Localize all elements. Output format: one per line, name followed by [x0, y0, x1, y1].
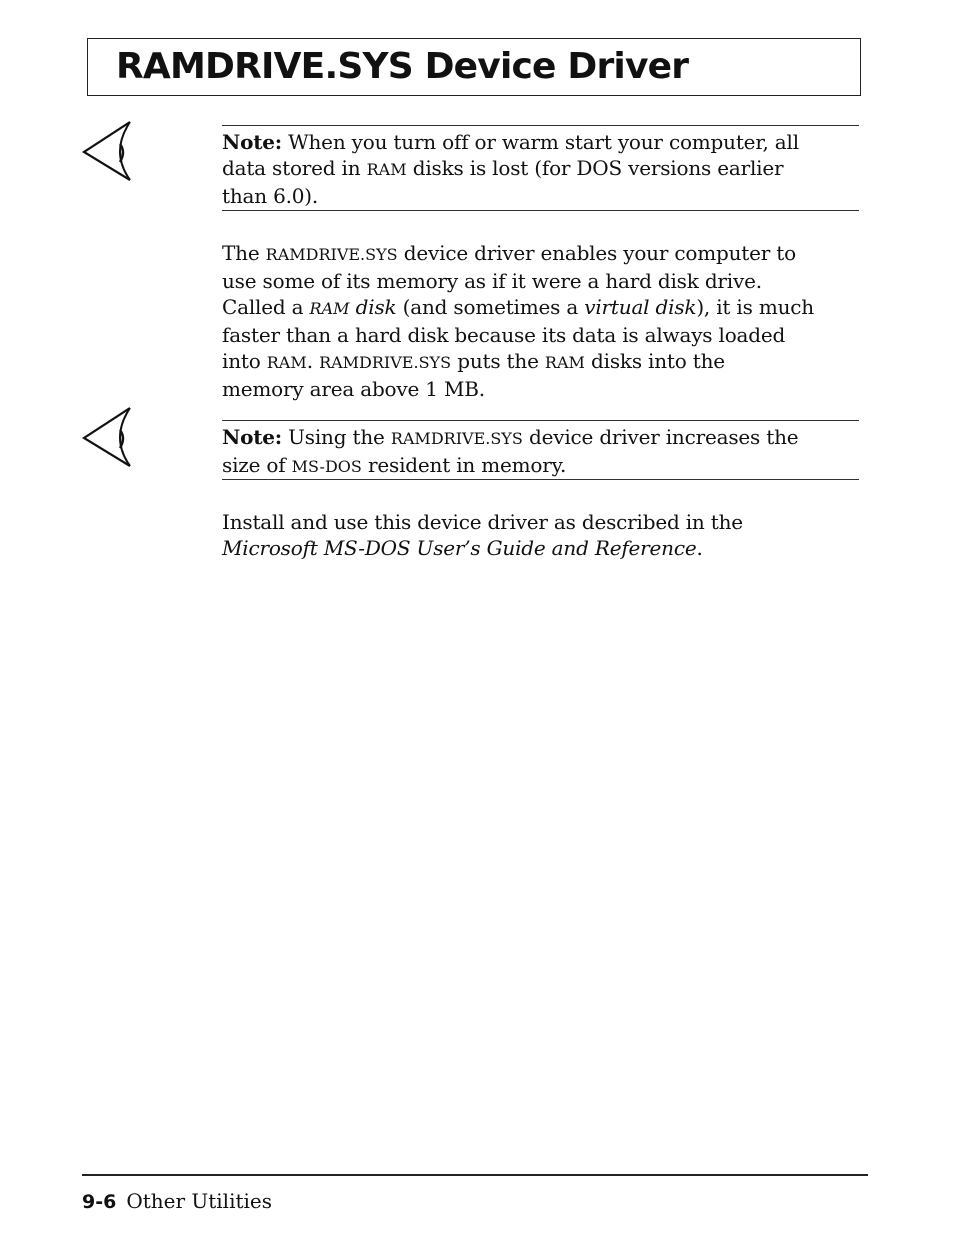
paragraph-1	[222, 240, 862, 402]
paragraph-2	[222, 509, 862, 561]
para-1-line-5: into RAM. RAMDRIVE.SYS puts the RAM disks into the	[222, 349, 725, 373]
page-title: RAMDRIVE.SYS Device Driver	[116, 46, 689, 87]
para-2-line-1: Install and use this device driver as described in the	[222, 510, 743, 534]
para-1-line-2: use some of its memory as if it were a hard disk drive.	[222, 269, 762, 293]
footer-section: Other Utilities	[126, 1189, 273, 1213]
footer	[82, 1188, 272, 1215]
note-1-line-3: than 6.0).	[222, 184, 319, 208]
note-1-line-2: data stored in RAM disks is lost (for DOS versions earlier	[222, 156, 784, 180]
page-number: 9-6	[82, 1191, 117, 1213]
note-2	[222, 420, 859, 480]
note-1-line-1: Note: When you turn off or warm start your computer, all	[222, 130, 799, 154]
para-1-line-1: The RAMDRIVE.SYS device driver enables your computer to	[222, 241, 796, 265]
footer-rule	[82, 1174, 868, 1176]
para-1-line-3: Called a RAM disk (and sometimes a virtual disk), it is much	[222, 295, 814, 319]
note-label: Note:	[222, 130, 282, 154]
para-1-line-4: faster than a hard disk because its data is always loaded	[222, 323, 786, 347]
eye-note-icon	[80, 120, 134, 182]
note-label: Note:	[222, 425, 282, 449]
para-2-line-2: Microsoft MS-DOS User’s Guide and Reference.	[222, 536, 703, 560]
note-2-line-2: size of MS-DOS resident in memory.	[222, 453, 567, 477]
note-2-line-1: Note: Using the RAMDRIVE.SYS device driver increases the	[222, 425, 799, 449]
para-1-line-6: memory area above 1 MB.	[222, 377, 485, 401]
title-box	[87, 38, 861, 96]
eye-note-icon	[80, 406, 134, 468]
note-1	[222, 125, 859, 211]
